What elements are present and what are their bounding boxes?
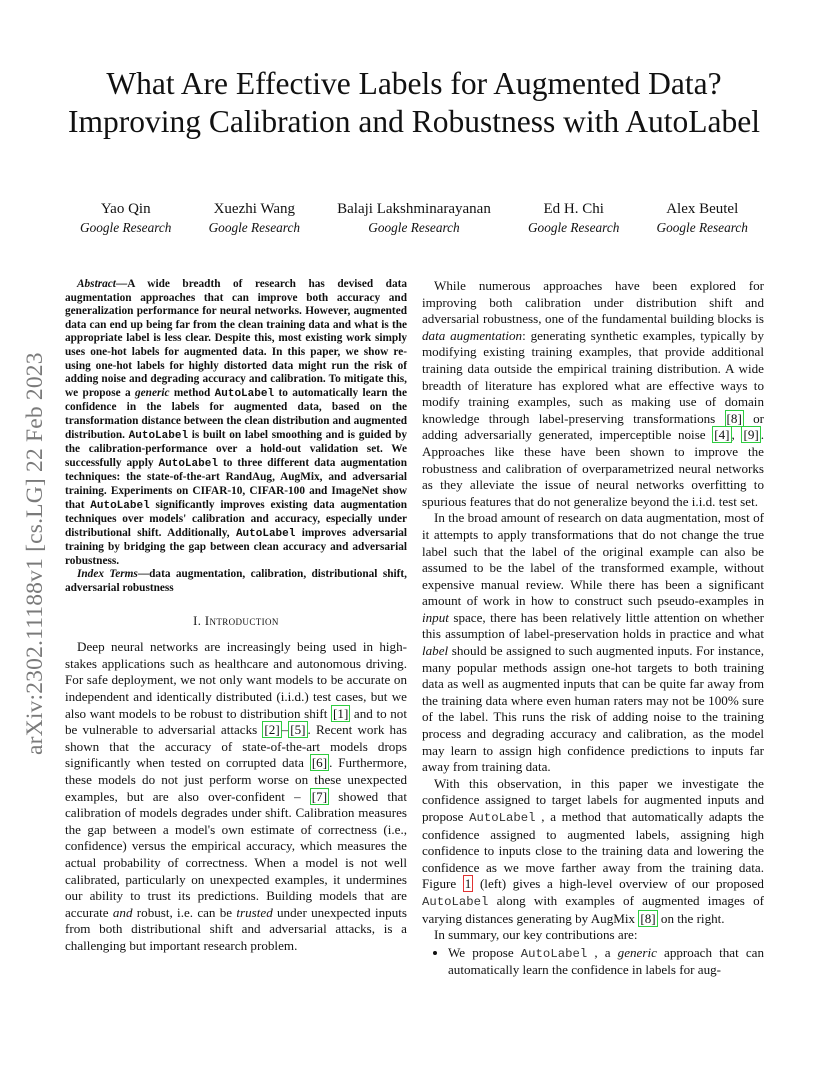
- paper-title: What Are Effective Labels for Augmented Data? Improving Calibration and Robustness with AutoLabel: [67, 66, 761, 139]
- emphasis-text: label: [422, 643, 449, 659]
- emphasis-text: generic: [617, 944, 657, 960]
- paragraph-text: showed that calibration of models degrades under shift. Calibration measures the gap between a model's own estimate of correctness (i.e., confidence) versus the empirical accuracy, which measures the actual probability of correctness. When a model is not well calibrated, particularly on unexpected examples, it undermines our ability to trust its predictions. Building models that are accurate: [65, 788, 407, 920]
- paragraph-text: . Recent work has shown that the accuracy of state-of-the-art models drops significantly when tested on corrupted data: [65, 722, 407, 771]
- citation-range-dash: –: [281, 722, 289, 738]
- paragraph-text: should be assigned to such augmented inputs. For instance, many popular methods assign one-hot targets to both training data as well as augmented inputs that can be quite far away from the training data where even human raters may not be 100% sure of the label. This runs the risk of adding noise to the training process and degrading accuracy and calibration, as the model may learn to assign high confidence predictions to inputs far away from training data.: [422, 643, 764, 775]
- author-block: [209, 199, 300, 237]
- body-paragraph: [422, 510, 764, 776]
- list-item-text: We propose: [448, 944, 521, 960]
- method-name: AutoLabel: [214, 387, 275, 400]
- list-item: [448, 945, 764, 979]
- citation-link[interactable]: [1]: [333, 705, 349, 721]
- index-terms: [65, 568, 407, 595]
- paragraph-text: and to not be vulnerable to adversarial attacks: [65, 705, 407, 738]
- author-name: Xuezhi Wang: [213, 201, 295, 217]
- method-name: AutoLabel: [422, 894, 489, 909]
- citation-link[interactable]: [2]: [264, 722, 280, 738]
- paragraph-text: , a method that automatically adapts the confidence assigned to augmented labels, assigning high confidence to inputs close to the training data and lowering the confidence as we move farther away from the training data. Figure: [422, 809, 764, 892]
- paragraph-text: under unexpected inputs from both distributional shift and adversarial attacks, is a challenging but important research problem.: [65, 904, 407, 953]
- author-name: Balaji Lakshminarayanan: [337, 201, 491, 217]
- paragraph-text: Deep neural networks are increasingly being used in high-stakes applications such as healthcare and autonomous driving. For safe deployment, we not only want models to be accurate on independent and identically distributed (i.i.d.) test cases, but we also want models to be robust to distribution shift: [65, 639, 407, 721]
- abstract-text: to automatically learn the confidence in the labels for augmented data, based on the transformation distance between the clean distribution and augmented distribution.: [65, 386, 407, 441]
- author-affiliation: Google Research: [80, 220, 172, 235]
- abstract-text: to three different data augmentation techniques: the state-of-the-art RandAug, AugMix, and adversarial training. Experiments on CIFAR-10, CIFAR-100 and ImageNet show that: [65, 456, 407, 511]
- emphasis-text: input: [422, 609, 449, 625]
- author-affiliation: Google Research: [527, 220, 620, 235]
- paragraph-text: on the right.: [657, 910, 725, 926]
- paragraph-text: : generating synthetic examples, typically by modifying existing training examples, that provide additional training data outside the empirical training distribution. A wide breadth of literature has explored what are effective ways to modify training examples, such as making use of domain knowledge through label-preserving transformations: [422, 327, 764, 426]
- abstract-text: method: [169, 386, 215, 399]
- citation-link[interactable]: [8]: [726, 410, 742, 426]
- abstract-text: is built on label smoothing and is guided by the calibration-performance over a hold-out validation set. We successfully apply: [65, 428, 408, 469]
- abstract-text: significantly improves existing data augmentation techniques over models' calibration and accuracy, especially under distributional shift. Additionally,: [65, 498, 408, 539]
- figure-link[interactable]: 1: [464, 876, 472, 892]
- abstract-dash: —: [115, 278, 128, 290]
- method-name: AutoLabel: [469, 811, 536, 825]
- right-column: [422, 278, 764, 979]
- emphasis-text: trusted: [236, 904, 273, 920]
- abstract-text: improves adversarial training by bridging the gap between clean accuracy and adversarial robustness.: [65, 526, 407, 567]
- paragraph-text: In the broad amount of research on data augmentation, most of it attempts to apply transformations that do not change the true label such that the label of the original example can also be assumed to be the label of the transformed example, without expensive manual review. While there has been a significant amount of work in how to construct such pseudo-examples in: [422, 510, 764, 609]
- paragraph-text: ,: [731, 427, 742, 443]
- abstract-emphasis: generic: [135, 386, 170, 399]
- method-name: AutoLabel: [158, 457, 218, 470]
- citation-link[interactable]: [9]: [743, 427, 759, 443]
- paragraph-text: With this observation, in this paper we investigate the confidence assigned to target labels for augmented inputs and propose: [422, 775, 764, 824]
- body-paragraph: In summary, our key contributions are:: [434, 927, 638, 943]
- paragraph-text: or adding adversarially generated, imperceptible noise: [422, 410, 764, 443]
- method-name: AutoLabel: [128, 429, 189, 442]
- author-name: Alex Beutel: [666, 201, 739, 217]
- citation-link[interactable]: [8]: [640, 910, 656, 926]
- author-block: [80, 199, 171, 237]
- citation-link[interactable]: [7]: [311, 788, 328, 804]
- method-name: AutoLabel: [235, 527, 296, 540]
- author-affiliation: Google Research: [208, 220, 301, 235]
- list-item-text: , a: [587, 944, 618, 960]
- paragraph-text: space, there has been relatively little attention on whether this assumption of label-preservation holds in practice and what: [422, 609, 764, 642]
- author-name: Ed H. Chi: [543, 201, 604, 217]
- arxiv-identifier-stamp: arXiv:2302.11188v1 [cs.LG] 22 Feb 2023: [22, 352, 48, 755]
- emphasis-text: data augmentation: [422, 327, 523, 343]
- section-heading: [65, 613, 407, 630]
- citation-link[interactable]: [4]: [714, 427, 730, 443]
- paragraph-text: along with examples of augmented images of varying distances generating by AugMix: [422, 892, 764, 926]
- author-block: [657, 199, 748, 237]
- paragraph-text: robust, i.e. can be: [132, 904, 237, 920]
- left-column: [65, 278, 407, 955]
- body-paragraph: [422, 776, 764, 927]
- citation-link[interactable]: [6]: [311, 755, 328, 771]
- citation-link[interactable]: [5]: [290, 722, 306, 738]
- list-item-text: approach that can automatically learn the confidence in labels for aug-: [448, 944, 765, 978]
- paragraph-text: . Furthermore, these models do not just perform worse on these unexpected examples, but are also over-confident –: [65, 755, 407, 804]
- abstract-label: Abstract: [77, 278, 116, 290]
- paragraph-text: While numerous approaches have been explored for improving both calibration under distribution shift and adversarial robustness, one of the fundamental building blocks is: [422, 278, 764, 327]
- index-terms-label: Index Terms: [77, 568, 138, 581]
- section-title: Introduction: [204, 613, 279, 628]
- method-name: AutoLabel: [90, 499, 150, 512]
- emphasis-text: and: [112, 904, 133, 920]
- author-name: Yao Qin: [100, 201, 151, 217]
- paragraph-text: (left) gives a high-level overview of our proposed: [473, 876, 764, 892]
- paragraph-text: . Approaches like these have been shown to improve the robustness and calibration of overparametrized neural networks as they alleviate the issue of neural networks overfitting to spurious features that do not generalize beyond the i.i.d. test set.: [422, 427, 765, 509]
- abstract: [65, 278, 407, 568]
- index-terms-text: —data augmentation, calibration, distributional shift, adversarial robustness: [65, 568, 407, 595]
- author-affiliation: Google Research: [656, 220, 748, 235]
- method-name: AutoLabel: [520, 946, 588, 961]
- author-block: [337, 199, 491, 237]
- body-paragraph: [422, 278, 764, 510]
- author-affiliation: Google Research: [368, 220, 460, 235]
- author-list: [80, 199, 748, 237]
- intro-paragraph: [65, 639, 407, 954]
- abstract-text: A wide breadth of research has devised data augmentation approaches that can improve both accuracy and generalization performance for neural networks. However, augmented data can end up being far from the clean training data and what is the appropriate label is less clear. Despite this, most existing work simply uses one-hot labels for augmented data. In this paper, we show re-using one-hot labels for highly distorted data might run the risk of adding noise and degrading accuracy and calibration. To mitigate this, we propose a: [65, 278, 407, 399]
- author-block: [528, 199, 619, 237]
- contribution-list: [422, 945, 764, 979]
- section-number: I.: [193, 613, 205, 628]
